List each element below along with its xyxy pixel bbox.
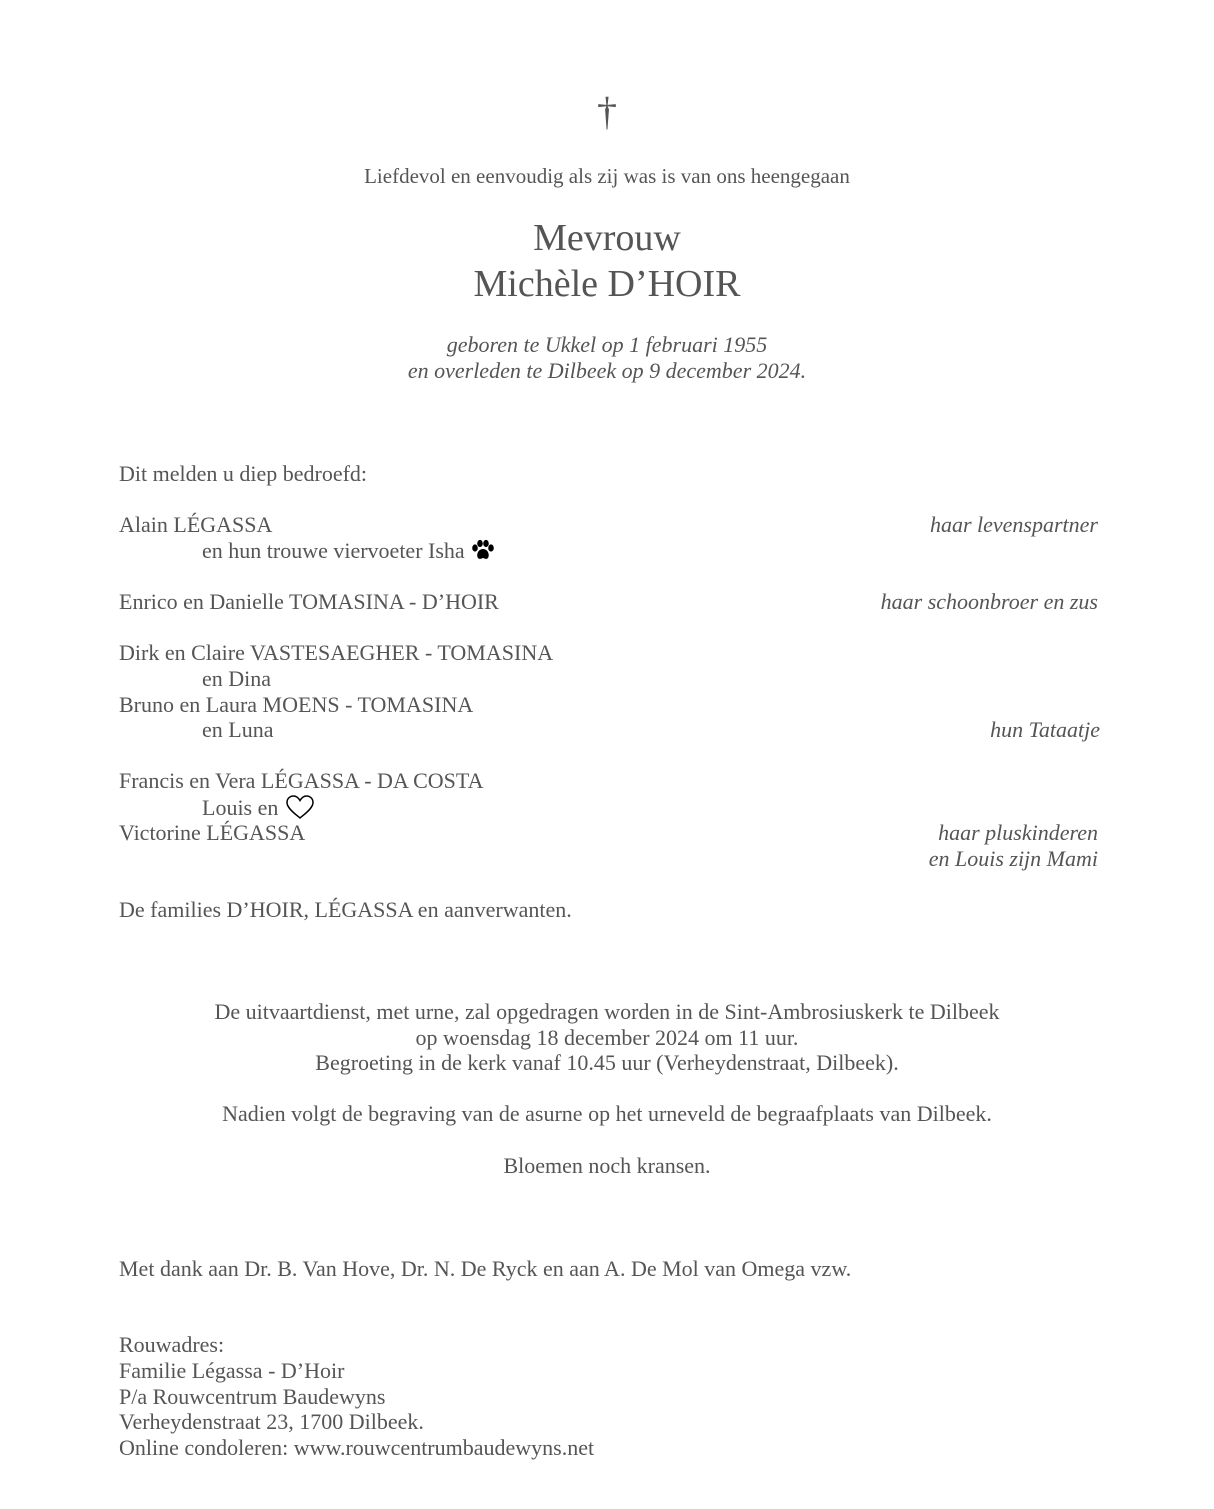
flowers-text: Bloemen noch kransen. (503, 1153, 711, 1178)
family-louis: Louis en (202, 795, 279, 821)
service-line3: Begroeting in de kerk vanaf 10.45 uur (Verheydenstraat, Dilbeek). (315, 1050, 899, 1075)
address-line3: Verheydenstraat 23, 1700 Dilbeek. (119, 1409, 424, 1434)
family-enrico: Enrico en Danielle TOMASINA - D’HOIR (119, 589, 499, 614)
service-line1: De uitvaartdienst, met urne, zal opgedragen worden in de Sint-Ambrosiuskerk te Dilbeek (214, 999, 1000, 1024)
family-victorine: Victorine LÉGASSA (119, 820, 306, 845)
intro-text: Liefdevol en eenvoudig als zij was is van ons heengegaan (364, 164, 850, 188)
role-schoonbroer: haar schoonbroer en zus (880, 589, 1098, 614)
role-mami: en Louis zijn Mami (928, 846, 1098, 871)
family-dirk: Dirk en Claire VASTESAEGHER - TOMASINA (119, 640, 554, 665)
announce-text: Dit melden u diep bedroefd: (119, 461, 368, 486)
family-francis: Francis en Vera LÉGASSA - DA COSTA (119, 768, 484, 793)
address-label: Rouwadres: (119, 1332, 225, 1357)
address-line1: Familie Légassa - D’Hoir (119, 1358, 345, 1383)
family-alain: Alain LÉGASSA (119, 512, 273, 537)
role-tataatje: hun Tataatje (990, 717, 1100, 742)
paw-print-icon (470, 539, 496, 567)
family-dina: en Dina (202, 666, 272, 691)
family-isha-line (202, 538, 496, 567)
address-line2: P/a Rouwcentrum Baudewyns (119, 1384, 386, 1409)
death-line: en overleden te Dilbeek op 9 december 2024. (407, 358, 807, 383)
family-isha: en hun trouwe viervoeter Isha (202, 538, 465, 563)
birth-line: geboren te Ukkel op 1 februari 1955 (446, 332, 768, 357)
title-honorific: Mevrouw (533, 217, 681, 259)
family-bruno: Bruno en Laura MOENS - TOMASINA (119, 692, 474, 717)
role-levenspartner: haar levenspartner (929, 512, 1098, 537)
condolence-link[interactable]: Online condoleren: www.rouwcentrumbaudewyns.net (119, 1435, 595, 1460)
role-pluskinderen: haar pluskinderen (938, 820, 1098, 845)
service-line2: op woensdag 18 december 2024 om 11 uur. (415, 1025, 799, 1050)
burial-text: Nadien volgt de begraving van de asurne op het urneveld de begraafplaats van Dilbeek. (222, 1101, 992, 1126)
family-luna: en Luna (202, 717, 274, 742)
cross-icon: † (597, 89, 617, 134)
families-text: De families D’HOIR, LÉGASSA en aanverwanten. (119, 897, 572, 922)
deceased-name: Michèle D’HOIR (473, 263, 741, 305)
thanks-text: Met dank aan Dr. B. Van Hove, Dr. N. De Ryck en aan A. De Mol van Omega vzw. (119, 1256, 852, 1281)
